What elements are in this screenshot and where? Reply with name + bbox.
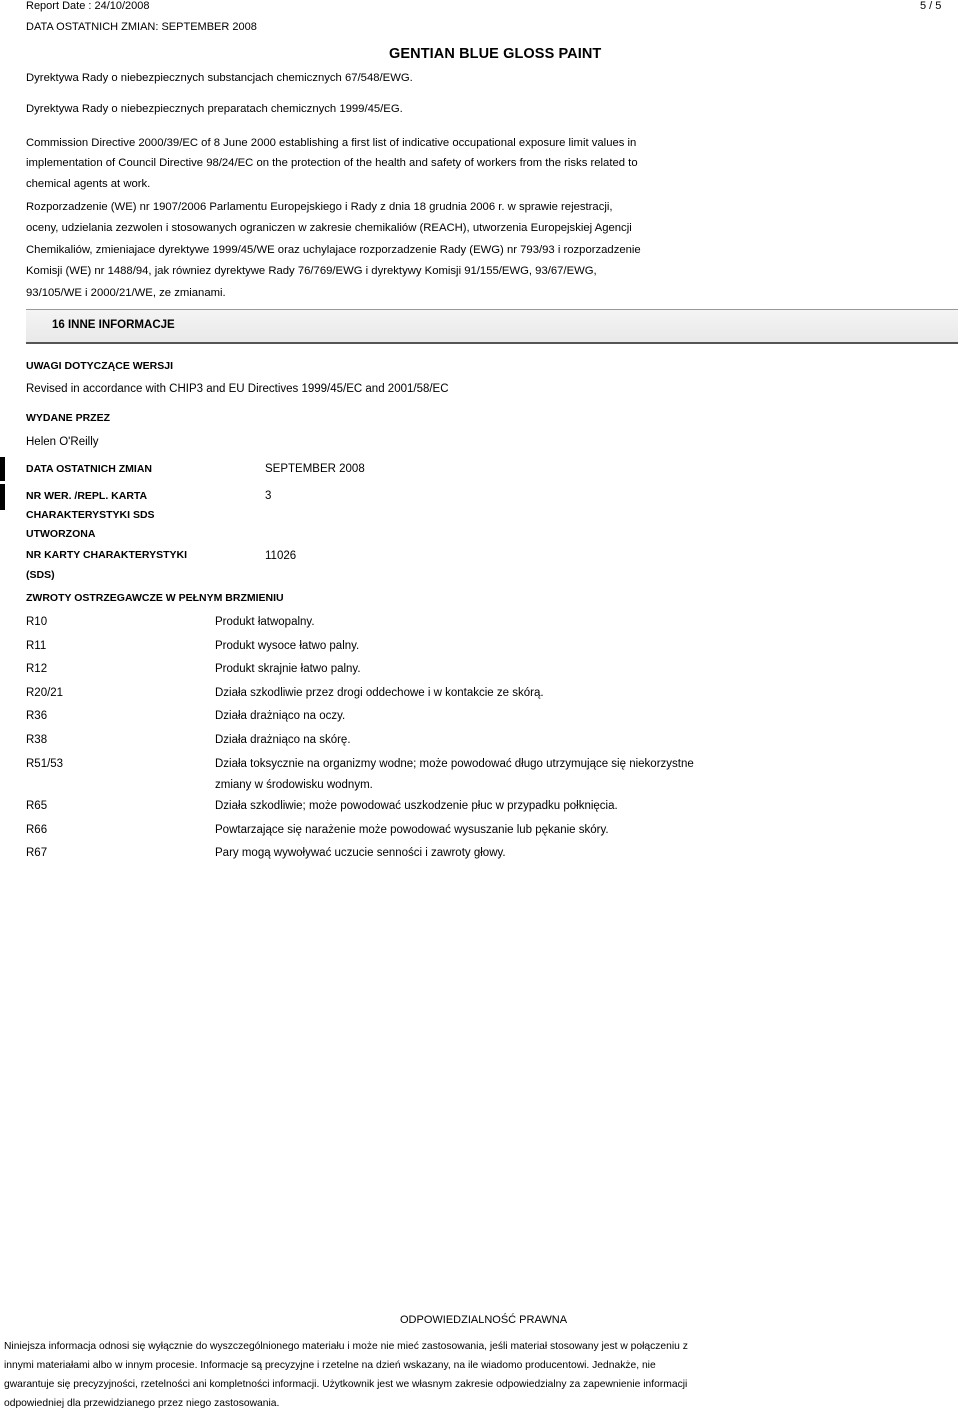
revision-notes-label: UWAGI DOTYCZĄCE WERSJI <box>26 360 174 372</box>
reach-regulation-line: 93/105/WE i 2000/21/WE, ze zmianami. <box>26 287 226 299</box>
risk-phrase-code: R10 <box>26 616 48 628</box>
legal-disclaimer-title: ODPOWIEDZIALNOŚĆ PRAWNA <box>400 1314 568 1326</box>
report-date: Report Date : 24/10/2008 <box>26 0 150 12</box>
version-label: CHARAKTERYSTYKI SDS <box>26 509 155 521</box>
risk-phrase-text: Powtarzające się narażenie może powodować wysuszanie lub pękanie skóry. <box>215 824 609 836</box>
risk-phrase-text: Produkt skrajnie łatwo palny. <box>215 663 361 675</box>
risk-phrase-code: R38 <box>26 734 48 746</box>
risk-phrase-code: R12 <box>26 663 48 675</box>
risk-phrase-text: Produkt łatwopalny. <box>215 616 315 628</box>
risk-phrase-text: Działa szkodliwie przez drogi oddechowe i w kontakcie ze skórą. <box>215 687 544 699</box>
risk-phrase-code: R51/53 <box>26 758 64 770</box>
reach-regulation-line: Komisji (WE) nr 1488/94, jak równiez dyrektywe Rady 76/769/EWG i dyrektywy Komisji 91/155/EWG, 93/67/EWG, <box>26 265 597 277</box>
risk-phrase-text: Działa szkodliwie; może powodować uszkodzenie płuc w przypadku połknięcia. <box>215 800 618 812</box>
version-value: 3 <box>265 490 272 502</box>
last-change-value: SEPTEMBER 2008 <box>265 463 365 475</box>
risk-phrase-text: Działa toksycznie na organizmy wodne; może powodować długo utrzymujące się niekorzystne <box>215 758 694 770</box>
risk-phrase-text: zmiany w środowisku wodnym. <box>215 779 373 791</box>
regulation-line: Dyrektywa Rady o niebezpiecznych preparatach chemicznych 1999/45/EG. <box>26 103 403 115</box>
issued-by-value: Helen O'Reilly <box>26 436 99 448</box>
last-change-label: DATA OSTATNICH ZMIAN <box>26 463 152 475</box>
section-header-bar <box>26 309 958 344</box>
issued-by-label: WYDANE PRZEZ <box>26 412 110 424</box>
legal-disclaimer-line: innymi materiałami albo w innym procesie. Informacje są precyzyjne i rzetelne na dzień wskazany, na ile wiadomo producentowi. Jednakże, nie <box>4 1360 656 1371</box>
risk-phrase-code: R66 <box>26 824 48 836</box>
sds-number-label: (SDS) <box>26 569 55 581</box>
sds-number-label: NR KARTY CHARAKTERYSTYKI <box>26 549 188 561</box>
regulation-line: Dyrektywa Rady o niebezpiecznych substancjach chemicznych 67/548/EWG. <box>26 72 413 84</box>
legal-disclaimer-line: gwarantuje się precyzyjności, rzetelności ani kompletności informacji. Użytkownik jest we własnym zakresie odpowiedzialny za zapewnienie informacji <box>4 1379 688 1390</box>
commission-directive-line: implementation of Council Directive 98/24/EC on the protection of the health and safety of workers from the risks related to <box>26 157 638 169</box>
sds-number-value: 11026 <box>265 550 297 562</box>
commission-directive-line: chemical agents at work. <box>26 178 151 190</box>
revision-notes-text: Revised in accordance with CHIP3 and EU Directives 1999/45/EC and 2001/58/EC <box>26 383 449 395</box>
change-bar-marker <box>0 484 5 510</box>
risk-phrase-text: Pary mogą wywoływać uczucie senności i zawroty głowy. <box>215 847 506 859</box>
reach-regulation-line: oceny, udzielania zezwolen i stosowanych ograniczen w zakresie chemikaliów (REACH), utworzenia Europejskiej Agencji <box>26 222 632 234</box>
change-bar-marker <box>0 457 5 481</box>
risk-phrase-code: R11 <box>26 640 47 652</box>
risk-phrases-label: ZWROTY OSTRZEGAWCZE W PEŁNYM BRZMIENIU <box>26 592 284 604</box>
risk-phrase-code: R67 <box>26 847 48 859</box>
legal-disclaimer-line: odpowiedniej dla przewidzianego przez niego zastosowania. <box>4 1398 280 1409</box>
page-number: 5 / 5 <box>920 0 942 12</box>
version-label: UTWORZONA <box>26 528 96 540</box>
last-change-date: DATA OSTATNICH ZMIAN: SEPTEMBER 2008 <box>26 21 257 33</box>
product-title: GENTIAN BLUE GLOSS PAINT <box>389 46 602 62</box>
risk-phrase-code: R20/21 <box>26 687 64 699</box>
risk-phrase-code: R36 <box>26 710 48 722</box>
risk-phrase-text: Działa drażniąco na skórę. <box>215 734 351 746</box>
risk-phrase-text: Działa drażniąco na oczy. <box>215 710 346 722</box>
risk-phrase-text: Produkt wysoce łatwo palny. <box>215 640 360 652</box>
commission-directive-line: Commission Directive 2000/39/EC of 8 June 2000 establishing a first list of indicative occupational exposure limit values in <box>26 137 637 149</box>
risk-phrase-code: R65 <box>26 800 48 812</box>
section-title: 16 INNE INFORMACJE <box>52 319 175 331</box>
version-label: NR WER. /REPL. KARTA <box>26 490 148 502</box>
legal-disclaimer-line: Niniejsza informacja odnosi się wyłącznie do wyszczególnionego materiału i może nie mieć zastosowania, jeśli materiał stosowany jest w połączeniu z <box>4 1341 688 1352</box>
reach-regulation-line: Rozporzadzenie (WE) nr 1907/2006 Parlamentu Europejskiego i Rady z dnia 18 grudnia 2006 r. w sprawie rejestracji, <box>26 201 613 213</box>
reach-regulation-line: Chemikaliów, zmieniajace dyrektywe 1999/45/WE oraz uchylajace rozporzadzenie Rady (EWG) nr 793/93 i rozporzadzenie <box>26 244 641 256</box>
